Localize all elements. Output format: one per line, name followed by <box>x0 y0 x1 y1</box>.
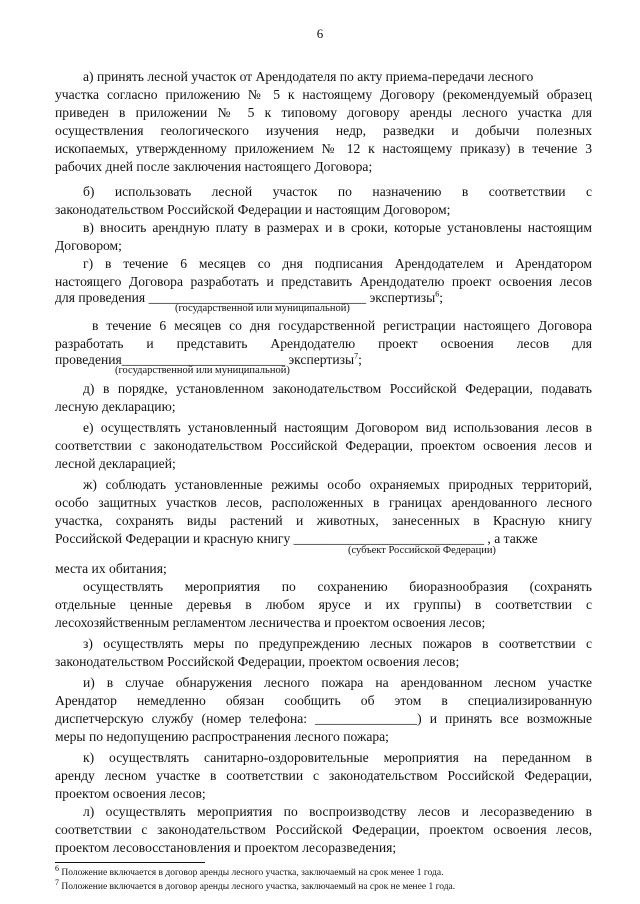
text-line: аренду лесном участке в соответствии с законодательством Российской Федерации, <box>55 768 592 783</box>
text-line: осуществления геологического изучения недр, разведки и добычи полезных <box>55 123 592 138</box>
text-segment: ; <box>358 352 362 367</box>
text-line: г) в течение 6 месяцев со дня подписания Арендодателем и Арендатором <box>83 256 592 271</box>
footnote-text: Положение включается в договор аренды лесного участка, заключаемый на срок не менее 1 года. <box>59 882 456 892</box>
text-line: лесную декларацию; <box>55 399 176 414</box>
page-number: 6 <box>316 26 324 41</box>
text-line: к) осуществлять санитарно-оздоровительные мероприятия на переданном в <box>83 750 592 765</box>
text-line: Договором; <box>55 238 122 253</box>
text-line: соответствии с законодательством Российской Федерации, проектом освоения лесов и <box>55 438 592 453</box>
text-line: а) принять лесной участок от Арендодателя по акту приема-передачи лесного <box>83 69 534 84</box>
text-line: д) в порядке, установленном законодательством Российской Федерации, подавать <box>83 381 592 396</box>
text-line: участка, сохранять виды растений и животных, занесенных в Красную книгу <box>55 513 592 528</box>
text-line: Арендатор немедленно обязан сообщить об этом в специализированную <box>55 693 592 708</box>
text-line: места их обитания; <box>55 561 167 576</box>
text-line: проектом лесовосстановления и проектом лесоразведения; <box>55 840 397 855</box>
footnote-text: Положение включается в договор аренды лесного участка, заключаемый на срок менее 1 года. <box>59 868 444 878</box>
footnote-ref-7: 7 <box>354 351 359 361</box>
text-line: отдельные ценные деревья в любом ярусе и их группы) в соответствии с <box>55 597 592 612</box>
text-line: законодательством Российской Федерации, проектом освоения лесов; <box>55 654 460 669</box>
footnote-ref-6: 6 <box>435 289 440 299</box>
text-line: лесной декларацией; <box>55 456 176 471</box>
text-line: рабочих дней после заключения настоящего Договора; <box>55 159 373 174</box>
text-line: меры по недопущению распространения лесного пожара; <box>55 729 389 744</box>
text-line: и) в случае обнаружения лесного пожара на арендованном лесном участке <box>83 675 592 690</box>
caption-state-or-municipal: (государственной или муниципальной) <box>115 365 290 376</box>
text-line: лесохозяйственным регламентом лесничества и проектом освоения лесов; <box>55 615 486 630</box>
text-line: приведен в приложении № 5 к типовому договору аренды лесного участка для <box>55 105 592 120</box>
text-segment: ; <box>439 290 444 305</box>
footnote-mark: 6 <box>55 863 59 873</box>
text-line: л) осуществлять мероприятия по воспроизводству лесов и лесоразведению в <box>83 804 592 819</box>
text-line: законодательством Российской Федерации и настоящим Договором; <box>55 202 451 217</box>
text-line: ископаемых, утвержденному приложением № 12 к настоящему приказу) в течение 3 <box>55 141 592 156</box>
footnote <box>55 877 456 892</box>
footnote <box>55 863 444 878</box>
text-line: осуществлять мероприятия по сохранению биоразнообразия (сохранять <box>83 579 592 594</box>
text-line: участка согласно приложению № 5 к настоящему Договору (рекомендуемый образец <box>55 87 592 102</box>
text-line: Российской Федерации и красную книгу ____________________________ , а также <box>55 531 538 546</box>
caption-subject-rf: (субъект Российской Федерации) <box>348 545 496 556</box>
footnote-mark: 7 <box>55 877 59 887</box>
caption-state-or-municipal: (государственной или муниципальной) <box>175 303 350 314</box>
text-line: настоящего Договора разработать и представить Арендодателю проект освоения лесов <box>55 274 592 289</box>
text-segment: для проведения ________________________________ экспертизы <box>55 290 436 305</box>
text-line: разработать и представить Арендодателю проект освоения лесов для <box>55 336 592 351</box>
text-segment: проведения________________________ экспертизы <box>55 352 355 367</box>
text-line: в течение 6 месяцев со дня государственной регистрации настоящего Договора <box>92 318 592 333</box>
text-line: б) использовать лесной участок по назначению в соответствии с <box>83 184 592 199</box>
text-line: е) осуществлять установленный настоящим Договором вид использования лесов в <box>83 420 592 435</box>
text-line: диспетчерскую службу (номер телефона: _______________) и принять все возможные <box>55 711 592 726</box>
text-line: особо защитных участков лесов, расположенных в границах арендованного лесного <box>55 495 592 510</box>
text-line: в) вносить арендную плату в размерах и в сроки, которые установлены настоящим <box>83 220 592 235</box>
text-line: ж) соблюдать установленные режимы особо охраняемых природных территорий, <box>83 477 592 492</box>
text-line: соответствии с законодательством Российской Федерации, проектом освоения лесов, <box>55 822 592 837</box>
footnote-separator <box>55 862 205 863</box>
text-line: з) осуществлять меры по предупреждению лесных пожаров в соответствии с <box>83 636 592 651</box>
text-line: проектом освоения лесов; <box>55 786 206 801</box>
